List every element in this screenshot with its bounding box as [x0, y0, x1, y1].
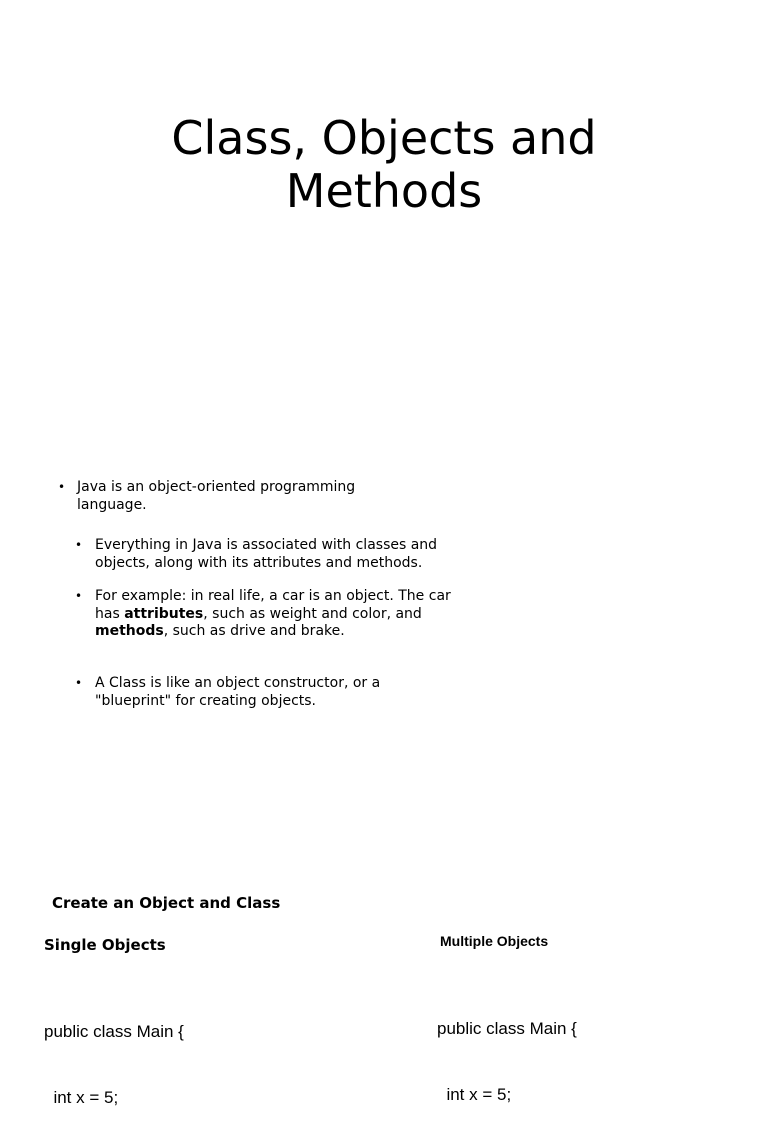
create-object-heading: Create an Object and Class — [52, 894, 281, 912]
bullet-item-everything-classes — [75, 537, 455, 572]
code-line: public class Main { — [44, 1022, 184, 1041]
code-line: int x = 5; — [437, 1085, 512, 1104]
multiple-objects-heading: Multiple Objects — [440, 933, 549, 949]
bullet-text-part: , such as weight and color, and — [203, 605, 422, 622]
bullet-item-java-oop — [58, 479, 407, 514]
bullet-marker: • — [58, 480, 66, 494]
code-block-multiple — [437, 974, 577, 1128]
bullet-bold-methods: methods — [95, 623, 164, 639]
code-line: public class Main { — [437, 1019, 577, 1038]
bullet-marker: • — [75, 538, 83, 552]
single-objects-heading: Single Objects — [44, 936, 166, 954]
code-block-single — [44, 977, 184, 1131]
bullet-item-car-example — [75, 588, 455, 641]
bullet-item-class-blueprint — [75, 675, 415, 710]
bullet-marker: • — [75, 589, 83, 603]
title-line-2: Methods — [285, 164, 483, 218]
bullet-text-part: , such as drive and brake. — [163, 623, 345, 639]
bullet-text: Java is an object-oriented programming language. — [77, 479, 356, 513]
code-line: int x = 5; — [44, 1088, 119, 1107]
bullet-text: A Class is like an object constructor, or a "blueprint" for creating objects. — [95, 675, 381, 709]
page-title — [0, 112, 768, 218]
bullet-marker: • — [75, 676, 83, 690]
bullet-text: Everything in Java is associated with classes and objects, along with its attributes and methods. — [95, 537, 438, 571]
bullet-text-part: For example: in real life, a car is an object. The car has — [95, 588, 451, 622]
title-line-1: Class, Objects and — [171, 111, 597, 165]
bullet-bold-attributes: attributes — [124, 605, 204, 622]
